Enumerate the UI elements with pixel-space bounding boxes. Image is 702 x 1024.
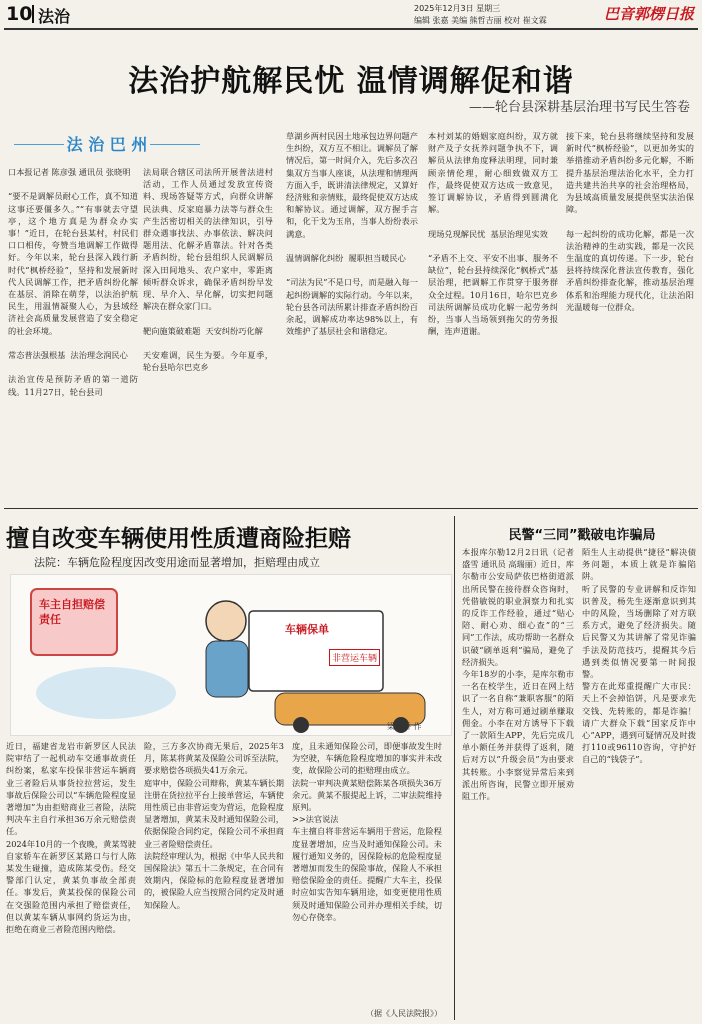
page-header bbox=[0, 0, 702, 28]
badge-line-left bbox=[14, 144, 64, 145]
top-story-col2: 法局联合辖区司法所开展普法进村活动，工作人员通过发放宣传资料、现场答疑等方式，向群众讲解民法典、反家庭暴力法等与群众生产生活密切相关的法律知识，引导群众遇事找法、办事依法、解决问题用法、化解矛盾靠法。针对各类矛盾纠纷，轮台县组织人民调解员深入田间地头、农户家中，零距离倾听群众诉求，确保矛盾纠纷早发现、早介入、早化解，切实把问题解决在群众家门口。 靶向施策破难题 天安纠纷巧化解 天安难调，民生为要。今年夏季，轮台县哈尔巴克乡 bbox=[143, 167, 273, 373]
bottom-story-col1: 近日，福建省龙岩市新罗区人民法院审结了一起机动车交通事故责任纠纷案，私家车投保非营运车辆商业三者险后从事货拉拉营运，发生事故后保险公司以“车辆危险程度显著增加”为由拒赔商业三者险，法院判决车主自行承担36万余元赔偿责任。 2024年10月的一个夜晚，黄某驾驶自家轿车在新罗区某路口与行人陈某发生碰撞，造成陈某受伤。经交警部门认定，黄某负事故全部责任。事发后，黄某投保的保险公司在交强险范围内承担了赔偿责任，但以黄某车辆从事网约货运为由，拒绝在商业三者险范围内赔偿。 bbox=[6, 741, 136, 935]
badge-line-right bbox=[150, 144, 200, 145]
top-headline: 法治护航解民忧 温情调解促和谐 bbox=[128, 64, 574, 99]
issue-date: 2025年12月3日 星期三 bbox=[414, 4, 501, 13]
paper-logo: 巴音郭楞日报 bbox=[604, 5, 695, 23]
vertical-divider bbox=[454, 516, 455, 1020]
cartoon-text-nonop: 非营运车辆 bbox=[329, 649, 380, 666]
section-name: 法治 bbox=[38, 7, 71, 26]
top-subhead: ——轮台县深耕基层治理书写民生答卷 bbox=[468, 100, 690, 115]
top-story-col4: 本村刘某的婚姻家庭纠纷，双方就财产及子女抚养问题争执不下，调解员从法律角度释法明理，同时兼顾亲情伦理，耐心细致做双方工作，最终促使双方达成一致意见，签订调解协议，矛盾得到圆满化解。 现场兑现解民忧 基层治理见实效 “矛盾不上交、平安不出事、服务不缺位”，轮台县持续深化“枫桥式”基层治理，把调解工作贯穿于服务群众全过程。10月16日，哈尔巴克乡司法所调解员成功化解一起劳务纠纷，当事人当场领到拖欠的劳务报酬，连声道谢。 bbox=[428, 131, 558, 337]
top-story-col5: 接下来，轮台县将继续坚持和发展新时代“枫桥经验”，以更加务实的举措推动矛盾纠纷多元化解，不断提升基层治理法治化水平，全力打造共建共治共享的社会治理格局，为县域高质量发展提供坚实法治保障。 每一起纠纷的成功化解，都是一次法治精神的生动实践，都是一次民生温度的真切传递。下一步，轮台县将持续深化普法宣传教育，强化矛盾纠纷排查化解，推动基层治理体系和治理能力现代化，让法治阳光温暖每一位群众。 bbox=[566, 131, 694, 312]
badge-label: 法 治 巴 州 bbox=[66, 135, 148, 154]
top-story-col3: 草湖乡两村民因土地承包边界问题产生纠纷，双方互不相让。调解员了解情况后，第一时间介入，先后多次召集双方当事人座谈，从法理和情理两方面入手，既讲清法律规定，又算好经济账和亲情账，最终促使双方达成和解协议。通过调解，双方握手言和，化干戈为玉帛，当事人纷纷表示满意。 温情调解化纠纷 履职担当暖民心 “司法为民”不是口号，而是融入每一起纠纷调解的实际行动。今年以来，轮台县各司法所累计排查矛盾纠纷百余起，调解成功率达98%以上，有效维护了基层社会和谐稳定。 bbox=[286, 131, 418, 337]
bottom-subhead: 法院：车辆危险程度因改变用途而显著增加，拒赔理由成立 bbox=[34, 556, 320, 569]
bottom-story-col2: 险，三方多次协商无果后，2025年3月，陈某将黄某及保险公司诉至法院，要求赔偿各项损失41万余元。 庭审中，保险公司辩称，黄某车辆长期注册在货拉拉平台上接单营运，车辆使用性质已由非营运变为营运，危险程度显著增加，黄某未及时通知保险公司，依据保险合同约定，保险公司不承担商业三者险赔偿责任。 法院经审理认为，根据《中华人民共和国保险法》第五十二条规定，在合同有效期内，保险标的危险程度显著增加的，被保险人应当按照合同约定及时通知保险人。 bbox=[144, 741, 284, 910]
cartoon-text-policy: 车辆保单 bbox=[285, 623, 329, 636]
top-story-col1: 口本报记者 陈彦强 通讯员 张晓明 “要不是调解员耐心工作，真不知道这事还要僵多久。”“有事就去守望亭，这个地方真是为群众办实事！”近日，在轮台县某村，村民们口口相传，夸赞当地调解工作做得好。今年以来，轮台县深入践行新时代“枫桥经验”，坚持和发展新时代人民调解工作，把矛盾纠纷化解在基层、消除在萌芽，以法治护航民生，用温情凝聚人心，为县域经济社会高质量发展营造了安全稳定的社会环境。 常态普法强根基 法治理念润民心 法治宣传是预防矛盾的第一道防线。11月27日，轮台县司 bbox=[8, 167, 138, 397]
bottom-headline: 擅自改变车辆使用性质遭商险拒赔 bbox=[6, 526, 351, 552]
cartoon-illustration bbox=[10, 574, 452, 736]
cloud-shape bbox=[36, 667, 176, 719]
header-divider bbox=[32, 5, 34, 23]
editor-credits: 编辑 张嘉 美编 熊哲吉丽 校对 崔文霖 bbox=[414, 16, 547, 25]
car-wheel-front bbox=[293, 717, 309, 733]
person-head bbox=[206, 601, 246, 641]
person-body bbox=[206, 641, 248, 697]
page-number: 10 bbox=[6, 3, 33, 25]
side-story-col1: 本报库尔勒12月2日讯（记者 盛雪 通讯员 高瑞丽）近日，库尔勒市公安局萨依巴格街道派出所民警在接待群众咨询时，凭借敏锐的职业洞察力和扎实的反诈工作经验，通过“贴心陪、耐心劝、细心查”的“三同”工作法，成功帮助一名群众识破“刷单返利”骗局，避免了经济损失。 今年18岁的小李，是库尔勒市一名在校学生，近日在网上结识了一名自称“兼职客服”的陌生人，对方称可通过刷单赚取佣金。小李在对方诱导下下载了一款陌生APP，先后完成几单小额任务并获得了返利，随后对方以“升级会员”为由要求其转账。小李察觉异常后来到派出所咨询，民警立即开展劝阻工作。 bbox=[462, 547, 574, 802]
cartoon-credit: 梁心桥 作 bbox=[387, 722, 422, 731]
side-headline: 民警“三同”戳破电诈骗局 bbox=[508, 528, 656, 543]
header-rule bbox=[4, 28, 698, 30]
cartoon-text-left: 车主自担赔偿责任 bbox=[39, 598, 105, 626]
bottom-story-col3: 度，且未通知保险公司，即便事故发生时为空驶，车辆危险程度增加的事实并未改变，故保险公司的拒赔理由成立。 法院一审判决黄某赔偿陈某各项损失36万余元。黄某不服提起上诉，二审法院维持原判。 >>法官说法 车主擅自将非营运车辆用于营运，危险程度显著增加，应当及时通知保险公司。未履行通知义务的，因保险标的危险程度显著增加而发生的保险事故，保险人不承担赔偿保险金的责任。提醒广大车主，投保时应如实告知车辆用途，如变更使用性质须及时通知保险公司并办理相关手续，切勿心存侥幸。 bbox=[292, 741, 442, 922]
column-badge bbox=[14, 130, 200, 160]
bottom-story-source: （据《人民法院报》） bbox=[366, 1009, 442, 1018]
mid-rule bbox=[4, 508, 698, 509]
side-story-col2: 陌生人主动提供“捷径”解决债务问题，本质上就是诈骗陷阱。 听了民警的专业讲解和反诈知识普及，杨先生逐渐意识到其中的风险，当场删除了对方联系方式，避免了经济损失。随后民警又为其讲解了常见诈骗手法及防范技巧，提醒其今后遇到类似情况要第一时间报警。 警方在此郑重提醒广大市民：天上不会掉馅饼，凡是要求先交钱、先转账的，都是诈骗！请广大群众下载“国家反诈中心”APP，遇到可疑情况及时拨打110或96110咨询，守护好自己的“钱袋子”。 bbox=[582, 547, 696, 765]
